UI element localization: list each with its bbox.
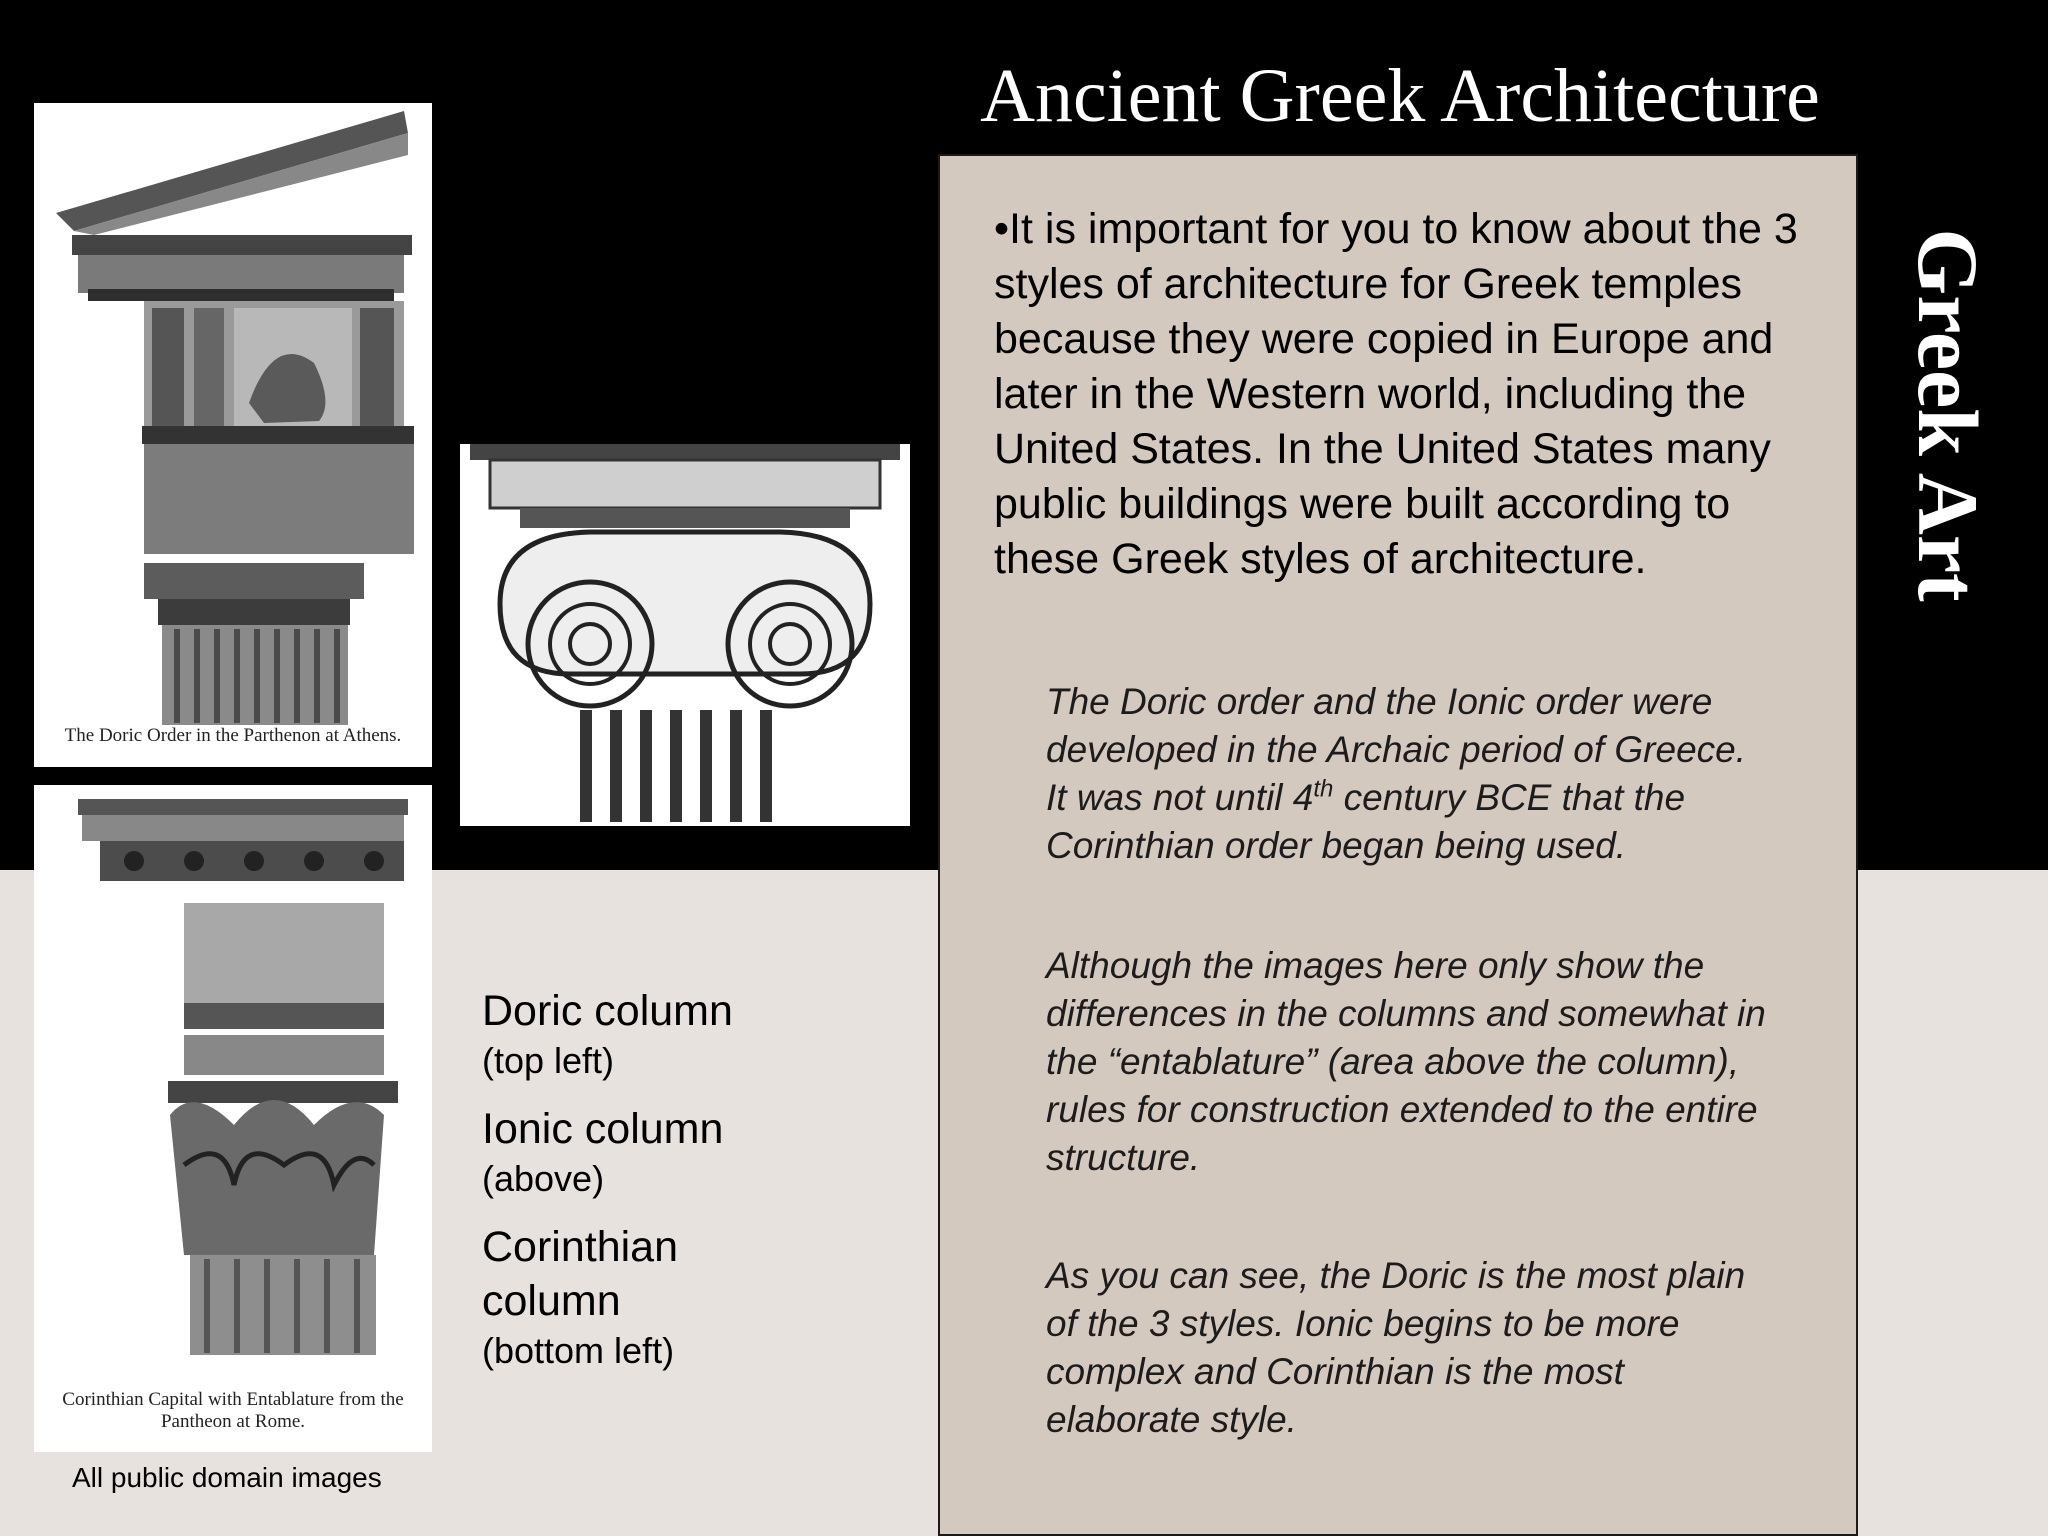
paragraph-orders-development bbox=[1046, 678, 1766, 870]
ionic-label-position: (above) bbox=[482, 1158, 605, 1199]
corinthian-caption: Corinthian Capital with Entablature from the Pantheon at Rome. bbox=[62, 1389, 404, 1432]
side-title bbox=[1858, 205, 2038, 625]
side-title-text: Greek Art bbox=[1900, 228, 1996, 602]
image-credit: All public domain images bbox=[72, 1462, 382, 1493]
text-panel bbox=[938, 154, 1858, 1536]
doric-caption: The Doric Order in the Parthenon at Athens. bbox=[64, 725, 402, 746]
corinthian-label: Corinthian column bbox=[482, 1223, 678, 1325]
corinthian-label-position: (bottom left) bbox=[482, 1330, 675, 1371]
paragraph-entablature: Although the images here only show the differences in the columns and somewhat in the “entablature” (area above the column), rules for construction extended to the entire structure. bbox=[1046, 945, 1766, 1178]
ordinal-superscript: th bbox=[1313, 775, 1334, 803]
doric-order-image bbox=[34, 103, 432, 767]
paragraph-style-comparison: As you can see, the Doric is the most plain of the 3 styles. Ionic begins to be more complex and Corinthian is the most elaborate style. bbox=[1046, 1255, 1746, 1440]
paragraph-orders-part1: The Doric order and the Ionic order were developed in the Archaic period of Greece. It was not until 4 bbox=[1046, 681, 1747, 818]
doric-label: Doric column bbox=[482, 987, 733, 1035]
corinthian-capital-drawing bbox=[34, 785, 432, 1452]
ionic-capital-drawing bbox=[460, 444, 910, 826]
corinthian-capital-image bbox=[34, 785, 432, 1452]
doric-order-drawing bbox=[34, 103, 432, 767]
slide-title: Ancient Greek Architecture bbox=[980, 54, 1820, 138]
bullet-paragraph: •It is important for you to know about the 3 styles of architecture for Greek temples because they were copied in Europe and later in the Western world, including the United States. In the United States many public buildings were built according to these Greek styles of architecture. bbox=[994, 205, 1798, 583]
ionic-capital-image bbox=[460, 444, 910, 826]
ionic-label: Ionic column bbox=[482, 1105, 724, 1153]
paragraph-orders-part2: century BCE that the Corinthian order began being used. bbox=[1046, 777, 1686, 866]
doric-label-position: (top left) bbox=[482, 1040, 615, 1081]
column-labels bbox=[482, 984, 882, 1392]
